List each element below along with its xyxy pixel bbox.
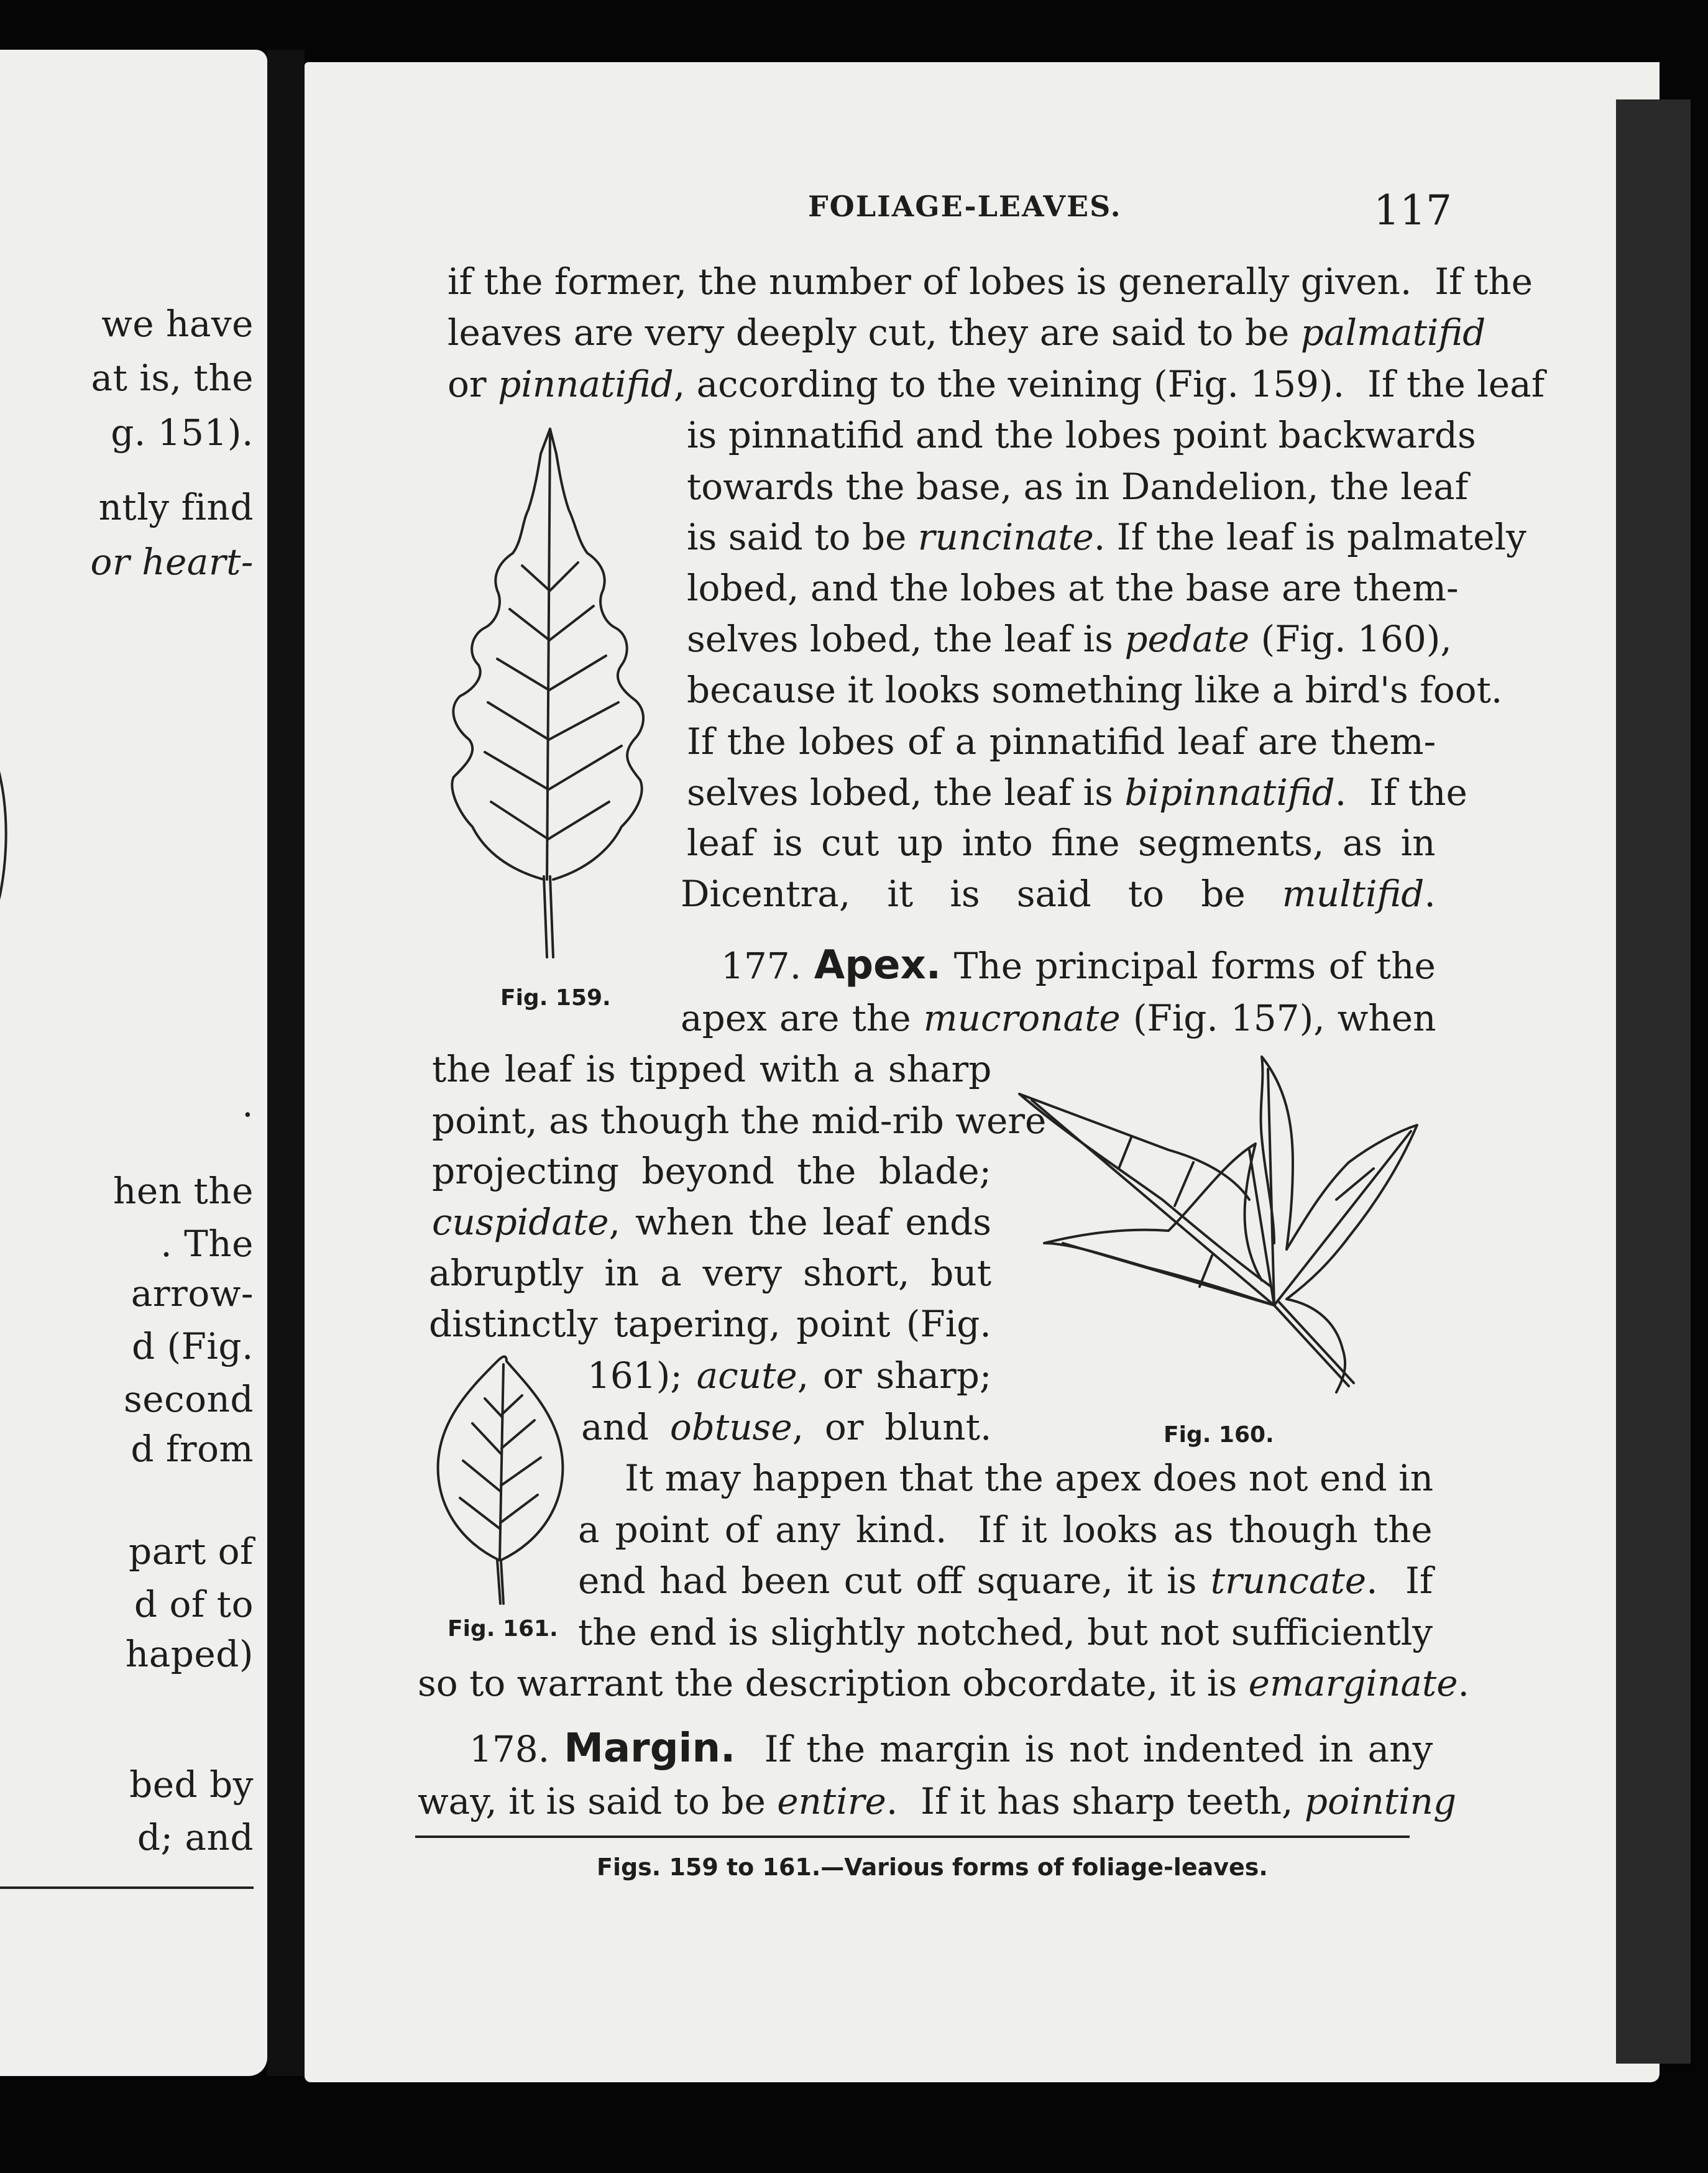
left-page-line: . The <box>160 1223 254 1265</box>
text-line: because it looks something like a bird's foot. <box>687 669 1503 711</box>
text-line: and obtuse, or blunt. <box>581 1406 992 1448</box>
page-number: 117 <box>1374 186 1452 234</box>
text-line: Dicentra, it is said to be multifid. <box>681 873 1436 915</box>
left-page-line: ntly find <box>98 486 254 528</box>
left-page-line: . <box>242 1083 254 1125</box>
left-page-line: d from <box>131 1428 254 1470</box>
text-line: so to warrant the description obcordate, it is emarginate. <box>418 1662 1469 1704</box>
text-line: cuspidate, when the leaf ends <box>432 1201 991 1243</box>
left-page-line: bed by <box>129 1763 254 1806</box>
text-line: leaf is cut up into fine segments, as in <box>687 822 1436 864</box>
text-line: If the lobes of a pinnatifid leaf are them- <box>687 720 1436 763</box>
text-line: the leaf is tipped with a sharp <box>432 1048 992 1090</box>
text-line: apex are the mucronate (Fig. 157), when <box>681 997 1436 1039</box>
caption-rule <box>415 1835 1410 1838</box>
text-line: leaves are very deeply cut, they are said to be palmatifid <box>448 311 1486 354</box>
left-page-line: at is, the <box>91 357 254 399</box>
left-page-line: or heart- <box>90 541 254 583</box>
text-line: distinctly tapering, point (Fig. <box>429 1303 991 1345</box>
fig-161-cuspidate-leaf <box>435 1355 566 1616</box>
text-line: It may happen that the apex does not end in <box>625 1457 1434 1499</box>
section-177-heading-line: 177. Apex. The principal forms of the <box>721 942 1436 988</box>
fig-159-pinnatifid-leaf <box>435 416 659 976</box>
fig-160-pedate-leaf <box>1013 1057 1423 1405</box>
text-line: the end is slightly notched, but not sufficiently <box>578 1611 1433 1653</box>
page-edge <box>1616 99 1691 2064</box>
figure-caption: Figs. 159 to 161.—Various forms of foliage-leaves. <box>597 1854 1268 1881</box>
fig-159-label: Fig. 159. <box>500 985 611 1011</box>
section-177-number: 177. <box>721 945 802 987</box>
text-line: is said to be runcinate. If the leaf is palmately <box>687 516 1527 558</box>
left-page-line: part of <box>128 1530 254 1573</box>
text-line: way, it is said to be entire. If it has sharp teeth, pointing <box>418 1780 1457 1822</box>
section-177-title: Apex. <box>814 942 942 988</box>
fig-161-label: Fig. 161. <box>448 1616 558 1642</box>
section-178-number: 178. <box>469 1728 550 1770</box>
left-page-line: d of to <box>134 1583 254 1625</box>
left-page-rule <box>0 1886 254 1889</box>
text-line: or pinnatifid, according to the veining (Fig. 159). If the leaf <box>448 363 1545 405</box>
text-line: if the former, the number of lobes is generally given. If the <box>448 260 1533 303</box>
left-page <box>0 50 267 2076</box>
text-line: towards the base, as in Dandelion, the leaf <box>687 466 1469 508</box>
left-page-line: we have <box>101 303 254 345</box>
text-line: selves lobed, the leaf is bipinnatifid. If the <box>687 771 1467 814</box>
text-line: selves lobed, the leaf is pedate (Fig. 160), <box>687 618 1452 660</box>
left-page-line: hen the <box>113 1170 254 1212</box>
section-178-title: Margin. <box>564 1725 736 1771</box>
text-line: end had been cut off square, it is truncate. If <box>578 1560 1433 1602</box>
fig-160-label: Fig. 160. <box>1164 1422 1274 1448</box>
text-line: lobed, and the lobes at the base are them- <box>687 567 1459 609</box>
left-page-line: g. 151). <box>111 411 254 454</box>
text-line: projecting beyond the blade; <box>432 1150 992 1192</box>
left-page-figure-fragment <box>0 721 12 970</box>
text-line: point, as though the mid-rib were <box>432 1100 1047 1142</box>
text-line: 161); acute, or sharp; <box>587 1354 992 1397</box>
text-line: a point of any kind. If it looks as though the <box>578 1509 1433 1551</box>
text-line: is pinnatifid and the lobes point backwards <box>687 414 1476 456</box>
left-page-line: d (Fig. <box>131 1325 254 1367</box>
text-line: abruptly in a very short, but <box>429 1252 992 1294</box>
book-spine <box>267 50 305 2076</box>
left-page-line: arrow- <box>131 1272 254 1315</box>
left-page-line: second <box>124 1378 254 1420</box>
left-page-line: d; and <box>137 1816 254 1858</box>
running-header: FOLIAGE-LEAVES. <box>808 190 1122 223</box>
left-page-line: haped) <box>125 1633 254 1675</box>
section-178-heading-line: 178. Margin. If the margin is not indented in any <box>469 1725 1433 1771</box>
